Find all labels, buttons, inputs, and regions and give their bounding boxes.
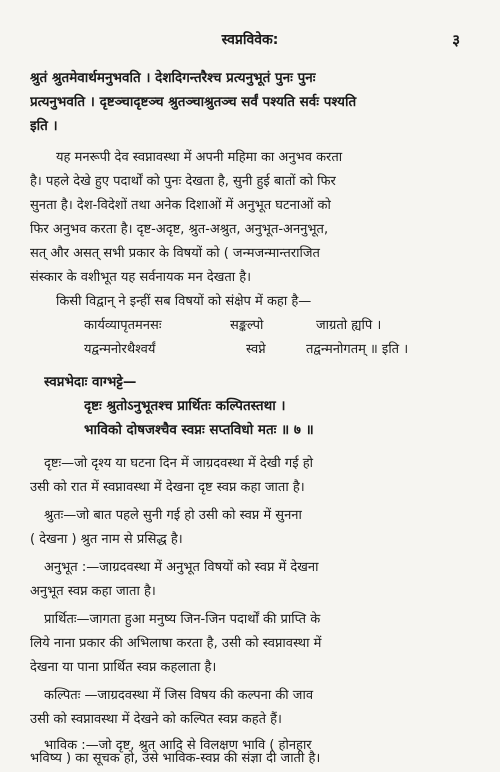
def-anubhuta-line-1: अनुभूत :—जाग्रदवस्था में अनुभूत विषयों को स्वप्न में देखना xyxy=(44,560,319,575)
def-anubhuta-line-2: अनुभूत स्वप्न कहा जाता है। xyxy=(30,584,156,599)
def-prarthita-line-3: देखना या पाना प्रार्थित स्वप्न कहलाता है। xyxy=(30,660,217,675)
def-kalpita-line-1: कल्पितः —जाग्रदवस्था में जिस विषय की कल्पना की जाव xyxy=(44,688,314,703)
quote-line2-mid: स्वप्ने xyxy=(246,342,266,357)
verse2-line-2: भाविको दोषजश्चैव स्वप्नः सप्तविधो मतः ॥ ७ ॥ xyxy=(84,422,314,438)
def-shruta-line-2: ( देखना ) श्रुत नाम से प्रसिद्ध है। xyxy=(30,532,183,547)
para1-line-3: सुनता है। देश-विदेशों तथा अनेक दिशाओं में अनुभूत घटनाओं को xyxy=(30,198,331,213)
def-prarthita-line-1: प्रार्थितः—जागता हुआ मनुष्य जिन-जिन पदार्थों की प्राप्ति के xyxy=(44,612,321,627)
para1-line-5: सत् और असत् सभी प्रकार के विषयों को ( जन्मजन्मान्तराजित xyxy=(30,246,320,261)
def-shruta-line-1: श्रुतः—जो बात पहले सुनी गई हो उसी को स्वप्न में सुनना xyxy=(44,508,302,523)
verse1-line-3: इति । xyxy=(30,118,58,134)
running-title: स्वप्नविवेक: xyxy=(221,32,279,48)
def-bhavika-line-2: भविष्य ) का सूचक हो, उसे भाविक-स्वप्न की संज्ञा दी जाती है। xyxy=(30,751,321,766)
quote-line2-right: तद्वन्मनोगतम् ॥ इति । xyxy=(306,342,409,357)
page-number: ३ xyxy=(452,31,460,49)
def-drishta-line-1: दृष्टः—जो दृश्य या घटना दिन में जाग्रदवस्था में देखी गई हो xyxy=(44,456,314,471)
quote-line1-mid: सङ्कल्पो xyxy=(230,318,264,333)
verse2-line-1: दृष्टः श्रुतोऽनुभूतश्च प्रार्थितः कल्पितस्तथा । xyxy=(84,398,286,414)
verse2-heading: स्वप्नभेदाः वाग्भट्टे— xyxy=(44,374,137,390)
quote-line2-left: यद्वन्मनोरथैश्वर्यं xyxy=(84,342,156,357)
quote-line1-left: कार्यव्यापृतमनसः xyxy=(84,318,162,333)
para1-line-2: है। पहले देखे हुए पदार्थों को पुनः देखता है, सुनी हुई बातों को फिर xyxy=(30,174,336,189)
def-kalpita-line-2: उसी को स्वप्नावस्था में देखने को कल्पित स्वप्न कहते हैं। xyxy=(30,712,282,727)
def-prarthita-line-2: लिये नाना प्रकार की अभिलाषा करता है, उसी को स्वप्नावस्था में xyxy=(30,636,322,651)
page-header xyxy=(0,30,500,54)
intro-line: किसी विद्वान् ने इन्हीं सब विषयों को संक्षेप में कहा है— xyxy=(56,294,312,309)
quote-line1-right: जाग्रतो ह्यपि । xyxy=(316,318,382,333)
verse1-line-2: प्रत्यनुभवति । दृष्टञ्चादृष्टञ्च श्रुतञ्चाश्रुतञ्च सर्वं पश्यति सर्वः पश्यति xyxy=(30,94,357,110)
para1-line-6: संस्कार के वशीभूत यह सर्वनायक मन देखता है। xyxy=(30,270,252,285)
para1-line-4: फिर अनुभव करता है। दृष्ट-अदृष्ट, श्रुत-अश्रुत, अनुभूत-अननुभूत, xyxy=(30,222,329,237)
def-bhavika-line-1: भाविक :—जो दृष्ट, श्रुत आदि से विलक्षण भावि ( होनहार xyxy=(44,738,312,753)
def-drishta-line-2: उसी को रात में स्वप्नावस्था में देखना दृष्ट स्वप्न कहा जाता है। xyxy=(30,480,305,495)
verse1-line-1: श्रुतं श्रुतमेवार्थमनुभवति । देशदिगन्तरैश्च प्रत्यनुभूतं पुनः पुनः xyxy=(30,70,316,86)
para1-line-1: यह मनरूपी देव स्वप्नावस्था में अपनी महिमा का अनुभव करता xyxy=(56,150,343,165)
